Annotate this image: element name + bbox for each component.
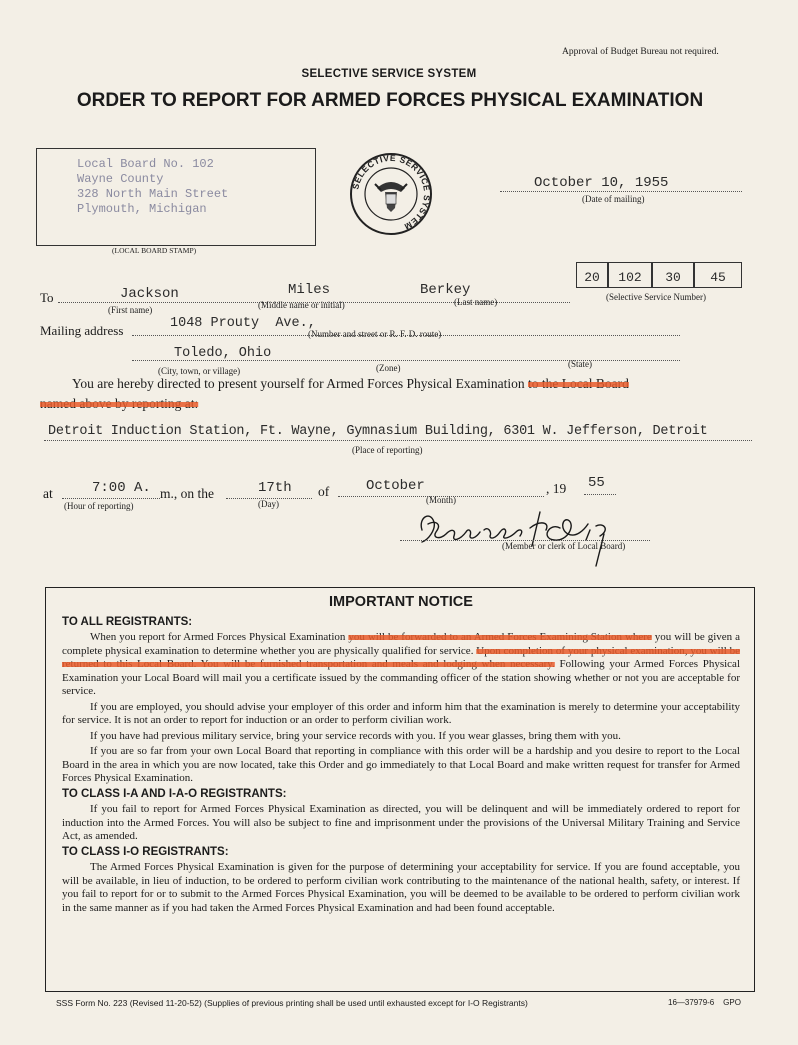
signature [400, 500, 650, 570]
mailing-date: October 10, 1955 [534, 175, 669, 191]
stamp-line-street: 328 North Main Street [77, 187, 229, 201]
p1-start: When you report for Armed Forces Physical Examination [90, 631, 349, 643]
first-name: Jackson [120, 286, 179, 302]
heading-class-io: TO CLASS I-O REGISTRANTS: [62, 845, 229, 858]
day-of-reporting: 17th [258, 480, 292, 496]
directive-text [40, 374, 752, 414]
year-line [584, 494, 616, 495]
to-label: To [40, 290, 54, 305]
of-label: of [318, 484, 330, 499]
year-prefix: , 19 [546, 481, 567, 496]
notice-paragraph-2: If you are employed, you should advise your employer of this order and inform him that the examination is merely to determine your acceptability for service. It is not an order to report for induction or an order to perform civilian work. [62, 700, 740, 726]
ss-number-caption: (Selective Service Number) [606, 292, 706, 302]
city: Toledo, Ohio [174, 346, 272, 361]
directive-main: You are hereby directed to present yourself for Armed Forces Physical Examination [72, 376, 529, 391]
directive-struck-2: named above by reporting at: [40, 396, 199, 411]
selective-service-seal [349, 152, 433, 236]
year-of-reporting: 55 [588, 475, 605, 491]
notice-title: IMPORTANT NOTICE [329, 594, 473, 610]
month-caption: (Month) [426, 495, 456, 505]
last-name: Berkey [420, 282, 471, 298]
ss-number-part-2: 102 [608, 262, 652, 288]
zone-caption: (Zone) [376, 363, 401, 373]
ss-number-part-3: 30 [652, 262, 694, 288]
middle-name-caption: (Middle name or initial) [258, 300, 345, 310]
hour-of-reporting: 7:00 A. [92, 480, 151, 496]
directive-struck-1: to the Local Board [528, 376, 629, 391]
ss-number-part-1: 20 [576, 262, 608, 288]
local-board-stamp-box [36, 148, 316, 246]
notice-paragraph-4: If you are so far from your own Local Board that reporting in compliance with this order will be a hardship and you desire to report to the Local Board in the area in which you are now located, take this Order and go immediately to that Local Board and make written request for transfer for Armed Forces Physical Examination. [62, 745, 740, 784]
selective-service-number [576, 262, 742, 288]
hour-line [62, 498, 160, 499]
page-title: ORDER TO REPORT FOR ARMED FORCES PHYSICAL EXAMINATION [76, 90, 704, 111]
first-name-caption: (First name) [108, 305, 153, 315]
day-caption: (Day) [258, 499, 279, 509]
middle-name: Miles [288, 282, 331, 298]
seal-text: SELECTIVE SERVICE SYSTEM [350, 152, 433, 232]
heading-all-registrants: TO ALL REGISTRANTS: [62, 615, 193, 628]
stamp-line-board: Local Board No. 102 [77, 157, 214, 171]
stamp-caption: (LOCAL BOARD STAMP) [112, 246, 197, 255]
state-caption: (State) [568, 359, 592, 369]
hour-caption: (Hour of reporting) [64, 501, 134, 511]
place-line [44, 440, 752, 441]
stamp-line-city: Plymouth, Michigan [77, 202, 207, 216]
p1-struck-1: you will be forwarded to an Armed Forces Examining Station where [348, 631, 652, 643]
notice-paragraph-6: The Armed Forces Physical Examination is given for the purpose of determining your acceptability for service. If you are found acceptable, you will be available, in lieu of induction, to be ordered to perform civilian work contributing to the maintenance of the national health, safety, or interest. If you fail to report for or to submit to the Armed Forces Physical Examination, you will be deemed to be available to be ordered to perform civilian work in the same manner as if you had taken the Armed Forces Physical Examination and had been found acceptable. [62, 861, 740, 914]
form-number: SSS Form No. 223 (Revised 11-20-52) (Supplies of previous printing shall be used until exhausted except for I-O Registrants) [56, 998, 528, 1008]
mailing-address-label: Mailing address [40, 323, 124, 338]
notice-paragraph-3: If you have had previous military service, bring your service records with you. If you wear glasses, bring them with you. [90, 729, 621, 742]
notice-paragraph-1 [62, 631, 740, 699]
month-of-reporting: October [366, 478, 425, 494]
last-name-caption: (Last name) [454, 297, 498, 307]
print-code: 16—37979-6 GPO [668, 998, 741, 1007]
stamp-line-county: Wayne County [77, 172, 164, 186]
street-address: 1048 Prouty Ave., [170, 316, 316, 331]
place-of-reporting: Detroit Induction Station, Ft. Wayne, Gymnasium Building, 6301 W. Jefferson, Detroit [48, 424, 708, 439]
approval-note: Approval of Budget Bureau not required. [562, 47, 719, 57]
place-caption: (Place of reporting) [352, 445, 423, 455]
p1-struck-2: Upon completion of your physical examination, you will be returned to this Local Board. You will be furnished transportation and meals and lodging when necessary. [62, 644, 740, 670]
city-caption: (City, town, or village) [158, 366, 241, 376]
p1-middle: you will be given a complete physical examination to determine whether you are physically qualified for service. [62, 631, 740, 657]
heading-class-ia: TO CLASS I-A AND I-A-O REGISTRANTS: [62, 787, 287, 800]
m-on-label: m., on the [160, 486, 214, 501]
p1-end: Following your Armed Forces Physical Examination your Local Board will mail you a certificate issued by the commanding officer of the station showing whether or not you are acceptable for service. [62, 658, 740, 697]
notice-paragraph-5: If you fail to report for Armed Forces Physical Examination as directed, you will be delinquent and will be immediately ordered to report for induction into the Armed Forces. You will also be subject to fine and imprisonment under the provisions of the Universal Military Training and Service Act, as amended. [62, 803, 740, 842]
street-caption: (Number and street or R. F. D. route) [308, 329, 442, 339]
important-notice [45, 587, 755, 992]
mailing-date-caption: (Date of mailing) [582, 194, 645, 204]
ss-number-part-4: 45 [694, 262, 742, 288]
system-heading: SELECTIVE SERVICE SYSTEM [301, 68, 477, 80]
signature-caption: (Member or clerk of Local Board) [502, 541, 626, 551]
mailing-date-line [500, 191, 742, 192]
at-label: at [43, 486, 53, 501]
